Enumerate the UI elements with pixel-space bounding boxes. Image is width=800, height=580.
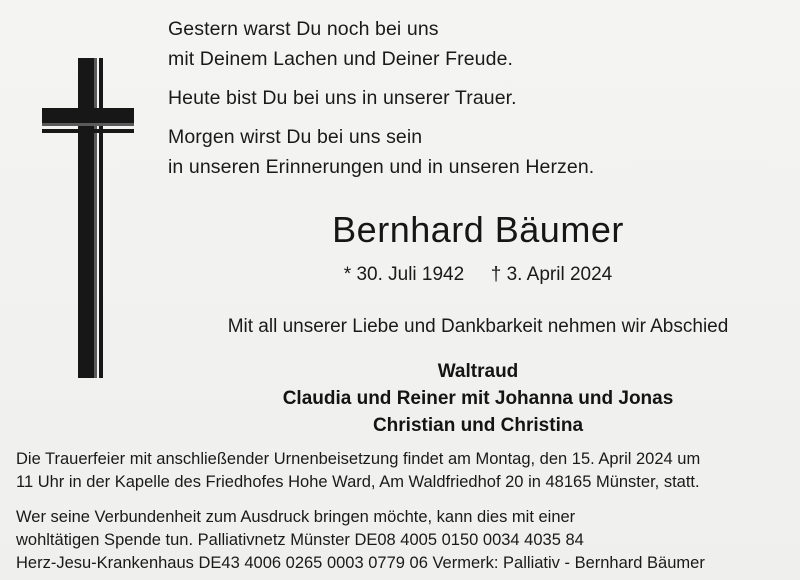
cross-vertical-accent [99, 58, 103, 378]
obituary-content [168, 14, 788, 439]
cross-horizontal-accent [42, 129, 134, 133]
poem-spacer [168, 113, 788, 122]
cross-horizontal-bar [42, 108, 134, 123]
survivors-list [168, 358, 788, 439]
survivor-line: Claudia und Reiner mit Johanna und Jonas [282, 388, 674, 409]
birth-date: * 30. Juli 1942 [343, 264, 465, 285]
memorial-poem [168, 14, 788, 182]
poem-spacer [168, 74, 788, 83]
death-date: † 3. April 2024 [490, 264, 613, 285]
poem-line: in unseren Erinnerungen und in unseren Herzen. [168, 156, 595, 178]
farewell-text: Mit all unserer Liebe und Dankbarkeit nehmen wir Abschied [227, 316, 729, 337]
ceremony-line: 11 Uhr in der Kapelle des Friedhofes Hohe Ward, Am Waldfriedhof 20 in 48165 Münster, statt. [16, 473, 700, 491]
cross-illustration [0, 0, 168, 440]
donation-details [16, 506, 786, 575]
poem-line: Heute bist Du bei uns in unserer Trauer. [168, 87, 517, 109]
survivor-line: Waltraud [437, 361, 519, 382]
ceremony-details [16, 448, 786, 494]
poem-line: Morgen wirst Du bei uns sein [168, 126, 423, 148]
cross-vertical-bar [78, 58, 94, 378]
ceremony-line: Die Trauerfeier mit anschließender Urnenbeisetzung findet am Montag, den 15. April 2024 um [16, 450, 701, 468]
poem-line: mit Deinem Lachen und Deiner Freude. [168, 48, 514, 70]
life-dates [168, 262, 788, 288]
poem-line: Gestern warst Du noch bei uns [168, 18, 439, 40]
obituary-footer [16, 448, 786, 575]
donation-line: Herz-Jesu-Krankenhaus DE43 4006 0265 0003 0779 06 Vermerk: Palliativ - Bernhard Bäumer [16, 554, 705, 572]
survivor-line: Christian und Christina [372, 415, 584, 436]
christian-cross-icon [42, 58, 134, 378]
donation-line: Wer seine Verbundenheit zum Ausdruck bringen möchte, kann dies mit einer [16, 508, 576, 526]
deceased-name: Bernhard Bäumer [332, 209, 624, 250]
donation-line: wohltätigen Spende tun. Palliativnetz Münster DE08 4005 0150 0034 4035 84 [16, 531, 584, 549]
